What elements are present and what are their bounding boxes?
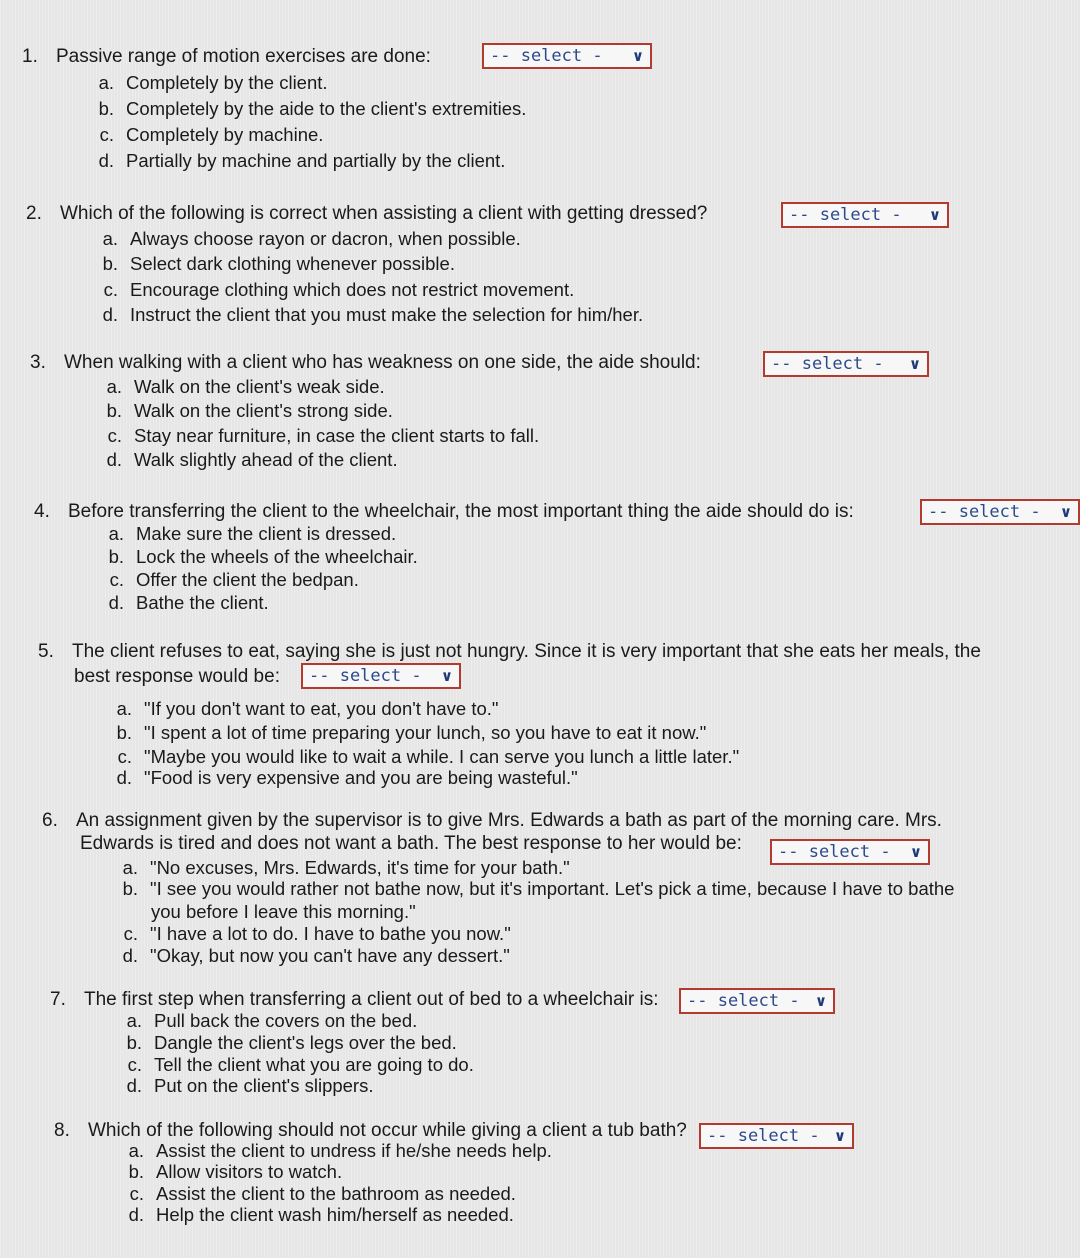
question-text: An assignment given by the supervisor is to give Mrs. Edwards a bath as part of the morning care. Mrs. bbox=[76, 810, 942, 831]
question-number: 2. bbox=[26, 203, 42, 224]
question-6 bbox=[42, 809, 942, 833]
question-text: When walking with a client who has weakness on one side, the aide should: bbox=[64, 352, 701, 373]
answer-select-5[interactable] bbox=[301, 663, 461, 689]
option-6c[interactable]: c. "I have a lot to do. I have to bathe you now." bbox=[123, 923, 511, 944]
question-3 bbox=[30, 351, 701, 375]
option-6d[interactable]: d. "Okay, but now you can't have any dessert." bbox=[122, 945, 510, 966]
option-5d[interactable]: d. "Food is very expensive and you are being wasteful." bbox=[116, 767, 578, 788]
option-3b[interactable]: b. Walk on the client's strong side. bbox=[106, 400, 393, 421]
question-6-continuation: Edwards is tired and does not want a bath. The best response to her would be: bbox=[80, 833, 742, 854]
question-number: 7. bbox=[50, 989, 66, 1010]
question-number: 1. bbox=[22, 46, 38, 67]
chevron-down-icon: ∨ bbox=[908, 355, 921, 373]
question-4 bbox=[34, 500, 854, 524]
question-number: 5. bbox=[38, 641, 54, 662]
answer-select-2[interactable] bbox=[781, 202, 949, 228]
option-8d[interactable]: d. Help the client wash him/herself as needed. bbox=[128, 1204, 514, 1225]
chevron-down-icon: ∨ bbox=[1059, 503, 1072, 521]
chevron-down-icon: ∨ bbox=[833, 1127, 846, 1145]
question-5 bbox=[38, 640, 981, 664]
option-8a[interactable]: a. Assist the client to undress if he/she needs help. bbox=[128, 1140, 552, 1161]
select-label: -- select - bbox=[490, 46, 603, 66]
chevron-down-icon: ∨ bbox=[814, 992, 827, 1010]
option-4b[interactable]: b. Lock the wheels of the wheelchair. bbox=[108, 546, 418, 567]
option-5a[interactable]: a. "If you don't want to eat, you don't have to." bbox=[116, 698, 499, 719]
question-text: The first step when transferring a client out of bed to a wheelchair is: bbox=[84, 989, 659, 1010]
question-text: Which of the following should not occur while giving a client a tub bath? bbox=[88, 1120, 687, 1141]
option-7b[interactable]: b. Dangle the client's legs over the bed. bbox=[126, 1032, 457, 1053]
answer-select-3[interactable] bbox=[763, 351, 929, 377]
option-8b[interactable]: b. Allow visitors to watch. bbox=[128, 1161, 343, 1182]
chevron-down-icon: ∨ bbox=[440, 667, 453, 685]
option-4d[interactable]: d. Bathe the client. bbox=[108, 592, 269, 613]
option-7d[interactable]: d. Put on the client's slippers. bbox=[126, 1075, 374, 1096]
answer-select-6[interactable] bbox=[770, 839, 930, 865]
option-5c[interactable]: c. "Maybe you would like to wait a while. I can serve you lunch a little later." bbox=[117, 746, 740, 767]
option-5b[interactable]: b. "I spent a lot of time preparing your lunch, so you have to eat it now." bbox=[116, 722, 707, 743]
option-7a[interactable]: a. Pull back the covers on the bed. bbox=[126, 1010, 418, 1031]
question-text: The client refuses to eat, saying she is just not hungry. Since it is very important that she eats her meals, the bbox=[72, 641, 981, 662]
option-1b[interactable]: b. Completely by the aide to the client's extremities. bbox=[98, 98, 527, 119]
answer-select-8[interactable] bbox=[699, 1123, 854, 1149]
option-3c[interactable]: c. Stay near furniture, in case the client starts to fall. bbox=[107, 425, 540, 446]
question-1 bbox=[22, 45, 431, 69]
option-3a[interactable]: a. Walk on the client's weak side. bbox=[106, 376, 385, 397]
answer-select-7[interactable] bbox=[679, 988, 835, 1014]
option-6a[interactable]: a. "No excuses, Mrs. Edwards, it's time for your bath." bbox=[122, 857, 570, 878]
question-text: Which of the following is correct when assisting a client with getting dressed? bbox=[60, 203, 708, 224]
option-6b[interactable]: b. "I see you would rather not bathe now, but it's important. Let's pick a time, because I have to bathe bbox=[122, 878, 955, 899]
question-5-continuation: best response would be: bbox=[74, 666, 280, 687]
option-7c[interactable]: c. Tell the client what you are going to do. bbox=[127, 1054, 474, 1075]
select-label: -- select - bbox=[928, 502, 1041, 522]
option-4a[interactable]: a. Make sure the client is dressed. bbox=[108, 523, 397, 544]
select-label: -- select - bbox=[789, 205, 902, 225]
option-4c[interactable]: c. Offer the client the bedpan. bbox=[109, 569, 359, 590]
option-1d[interactable]: d. Partially by machine and partially by the client. bbox=[98, 150, 506, 171]
chevron-down-icon: ∨ bbox=[631, 47, 644, 65]
question-number: 8. bbox=[54, 1120, 70, 1141]
select-label: -- select - bbox=[707, 1126, 820, 1146]
option-2d[interactable]: d. Instruct the client that you must make the selection for him/her. bbox=[102, 304, 644, 325]
answer-select-4[interactable] bbox=[920, 499, 1080, 525]
select-label: -- select - bbox=[778, 842, 891, 862]
question-number: 3. bbox=[30, 352, 46, 373]
question-2 bbox=[26, 202, 707, 226]
select-label: -- select - bbox=[309, 666, 422, 686]
option-1c[interactable]: c. Completely by machine. bbox=[99, 124, 324, 145]
select-label: -- select - bbox=[771, 354, 884, 374]
answer-select-1[interactable] bbox=[482, 43, 652, 69]
option-2a[interactable]: a. Always choose rayon or dacron, when possible. bbox=[102, 228, 521, 249]
question-number: 4. bbox=[34, 501, 50, 522]
question-text: Before transferring the client to the wheelchair, the most important thing the aide should do is: bbox=[68, 501, 854, 522]
option-2c[interactable]: c. Encourage clothing which does not restrict movement. bbox=[103, 279, 575, 300]
chevron-down-icon: ∨ bbox=[909, 843, 922, 861]
question-text: Passive range of motion exercises are done: bbox=[56, 46, 431, 67]
option-6b-continuation: you before I leave this morning." bbox=[151, 901, 416, 922]
option-3d[interactable]: d. Walk slightly ahead of the client. bbox=[106, 449, 398, 470]
option-2b[interactable]: b. Select dark clothing whenever possible. bbox=[102, 253, 455, 274]
option-1a[interactable]: a. Completely by the client. bbox=[98, 72, 328, 93]
chevron-down-icon: ∨ bbox=[928, 206, 941, 224]
select-label: -- select - bbox=[687, 991, 800, 1011]
option-8c[interactable]: c. Assist the client to the bathroom as needed. bbox=[129, 1183, 516, 1204]
question-number: 6. bbox=[42, 810, 58, 831]
